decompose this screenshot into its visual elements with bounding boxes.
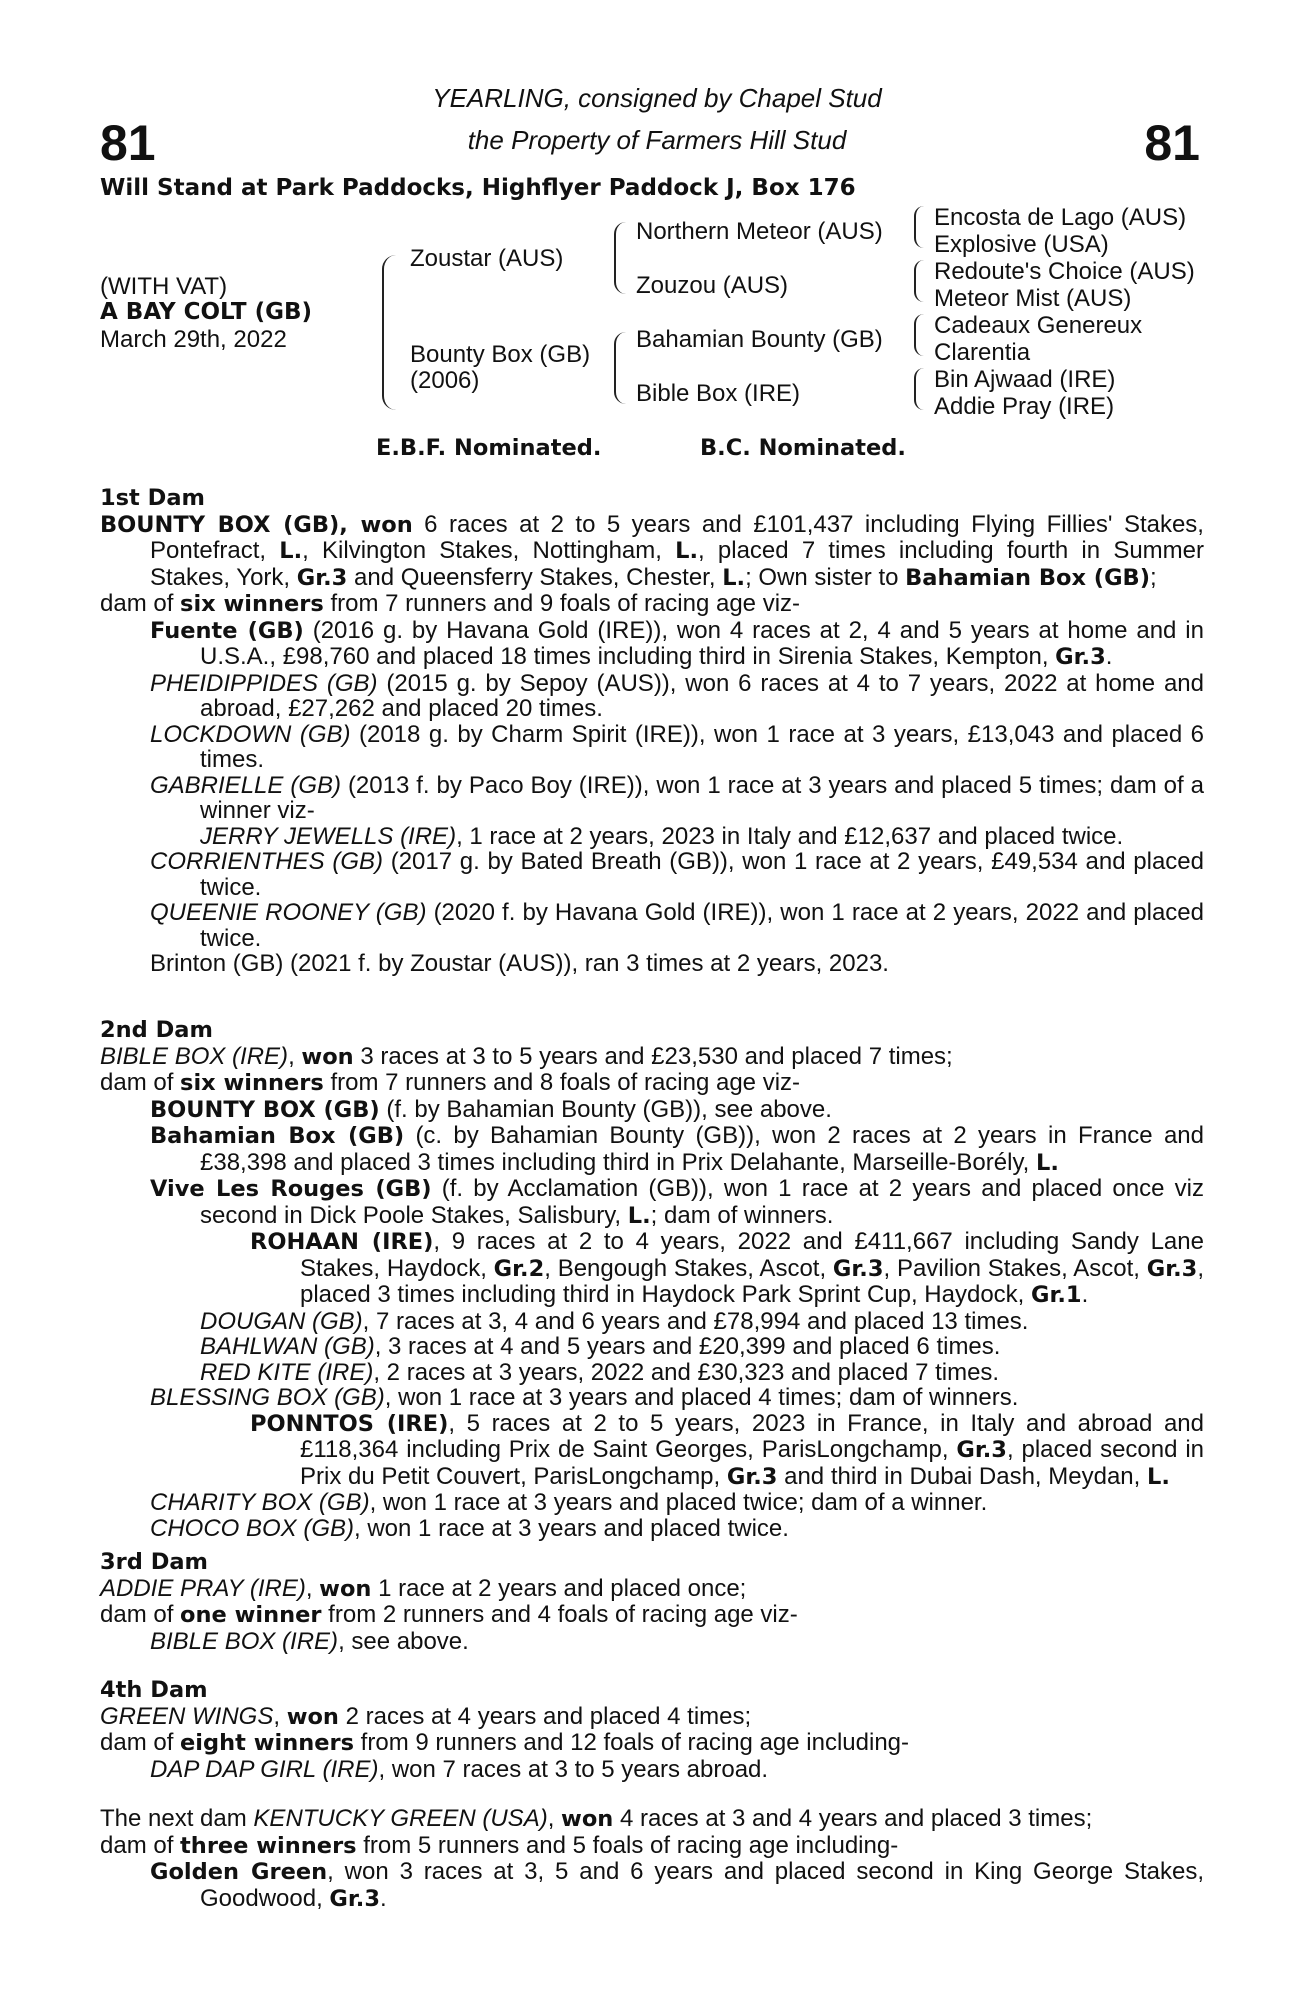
ebf-nomination: E.B.F. Nominated. (376, 435, 602, 461)
sire-dam: Zouzou (AUS) (636, 272, 789, 299)
sire: Zoustar (AUS) (410, 245, 564, 272)
lot-number-left: 81 (100, 115, 156, 171)
location-line: Will Stand at Park Paddocks, Highflyer Paddock J, Box 176 (100, 175, 856, 201)
produce-charity-box: CHARITY BOX (GB), won 1 race at 3 years and placed twice; dam of a winner. (150, 1489, 988, 1516)
produce-lockdown: LOCKDOWN (GB) (2018 g. by Charm Spirit (IRE)), won 1 race at 3 years, £13,043 and placed 6 times. (150, 720, 1204, 773)
foaling-date: March 29th, 2022 (100, 326, 287, 353)
produce-corrienthes: CORRIENTHES (GB) (2017 g. by Bated Breath (GB)), won 1 race at 2 years, £49,534 and placed twice. (150, 848, 1204, 901)
produce-bounty-box: BOUNTY BOX (GB) (f. by Bahamian Bounty (GB)), see above. (150, 1095, 832, 1123)
brace-g2 (914, 260, 924, 302)
produce-pheidippides: PHEIDIPPIDES (GB) (2015 g. by Sepoy (AUS)), won 6 races at 4 to 7 years, 2022 at home and abroad, £27,262 and placed 20 times. (150, 669, 1205, 722)
property-line: the Property of Farmers Hill Stud (467, 125, 847, 155)
produce-bahlwan: BAHLWAN (GB), 3 races at 4 and 5 years and £20,399 and placed 6 times. (200, 1333, 1001, 1360)
first-dam-record: BOUNTY BOX (GB), won 6 races at 2 to 5 years and £101,437 including Flying Fillies' Stakes, Pontefract, L., Kilvington Stakes, Nottingham, L., placed 7 times including fourth in Summer Stakes, York, Gr.3 and Queensferry Stakes, Chester, L.; Own sister to Bahamian Box (GB); (100, 510, 1204, 591)
first-dam-name: BOUNTY BOX (GB) (100, 511, 340, 538)
produce-ponntos: PONNTOS (IRE), 5 races at 2 to 5 years, 2023 in France, in Italy and abroad and £118,364 including Prix de Saint Georges, ParisLongchamp, Gr.3, placed second in Prix du Petit Couvert, ParisLongchamp, Gr.3 and third in Dubai Dash, Meydan, L. (250, 1409, 1205, 1490)
grandsire-3: Redoute's Choice (AUS) (934, 258, 1195, 285)
produce-choco-box: CHOCO BOX (GB), won 1 race at 3 years and placed twice. (150, 1514, 789, 1542)
dam-sire: Bahamian Bounty (GB) (636, 326, 883, 353)
produce-jerry-jewells: JERRY JEWELLS (IRE), 1 race at 2 years, 2023 in Italy and £12,637 and placed twice. (200, 822, 1124, 850)
first-dam-title: 1st Dam (100, 485, 205, 511)
grandsire-5: Cadeaux Genereux (934, 312, 1143, 339)
produce-vive-les-rouges: Vive Les Rouges (GB) (f. by Acclamation (GB)), won 1 race at 2 years and placed once viz second in Dick Poole Stakes, Salisbury, L.; dam of winners. (150, 1175, 1205, 1229)
produce-queenie-rooney: QUEENIE ROONEY (GB) (2020 f. by Havana Gold (IRE)), won 1 race at 2 years, 2022 and placed twice. (150, 899, 1205, 952)
produce-bible-box: BIBLE BOX (IRE), see above. (150, 1627, 469, 1655)
dam-year: (2006) (410, 367, 480, 394)
grandsire-4: Meteor Mist (AUS) (934, 285, 1132, 312)
grandsire-2: Explosive (USA) (934, 231, 1109, 258)
second-dam-title: 2nd Dam (100, 1017, 213, 1043)
third-dam-title: 3rd Dam (100, 1549, 208, 1575)
first-dam-produce-summary: dam of six winners from 7 runners and 9 foals of racing age viz- (100, 590, 801, 617)
fourth-dam-record: GREEN WINGS, won 2 races at 4 years and placed 4 times; (100, 1702, 752, 1730)
third-dam-section (100, 1550, 1204, 1654)
produce-blessing-box: BLESSING BOX (GB), won 1 race at 3 years and placed 4 times; dam of winners. (150, 1384, 1019, 1411)
grandsire-7: Bin Ajwaad (IRE) (934, 366, 1116, 393)
fourth-dam-section (100, 1678, 1204, 1782)
grandsire-8: Addie Pray (IRE) (934, 393, 1115, 420)
fourth-dam-produce-summary: dam of eight winners from 9 runners and 12 foals of racing age including- (100, 1729, 910, 1756)
third-dam-record: ADDIE PRAY (IRE), won 1 race at 2 years and placed once; (100, 1574, 747, 1602)
vat-note: (WITH VAT) (100, 273, 228, 300)
produce-gabrielle: GABRIELLE (GB) (2013 f. by Paco Boy (IRE)), won 1 race at 3 years and placed 5 times; dam of a winner viz- (150, 771, 1204, 824)
dam-dam: Bible Box (IRE) (636, 380, 801, 407)
next-dam-record: The next dam KENTUCKY GREEN (USA), won 4 races at 3 and 4 years and placed 3 times; (100, 1805, 1093, 1832)
third-dam-produce-summary: dam of one winner from 2 runners and 4 foals of racing age viz- (100, 1601, 798, 1628)
brace-g3 (914, 314, 924, 356)
horse-name: A BAY COLT (GB) (100, 299, 313, 325)
second-dam-record: BIBLE BOX (IRE), won 3 races at 3 to 5 years and £23,530 and placed 7 times; (100, 1042, 953, 1070)
produce-golden-green: Golden Green, won 3 races at 3, 5 and 6 years and placed second in King George Stakes, Goodwood, Gr.3. (150, 1858, 1204, 1912)
brace-g4 (914, 368, 924, 410)
main-brace (382, 255, 396, 410)
produce-brinton: Brinton (GB) (2021 f. by Zoustar (AUS)), ran 3 times at 2 years, 2023. (150, 950, 889, 977)
produce-dap-dap-girl: DAP DAP GIRL (IRE), won 7 races at 3 to 5 years abroad. (150, 1755, 769, 1783)
produce-bahamian-box: Bahamian Box (GB) (c. by Bahamian Bounty (GB)), won 2 races at 2 years in France and £38,398 and placed 3 times including third in Prix Delahante, Marseille-Borély, L. (150, 1122, 1204, 1176)
grandsire-1: Encosta de Lago (AUS) (934, 204, 1187, 231)
first-dam-section (100, 486, 1204, 977)
brace-g1 (914, 206, 924, 248)
sire-brace (614, 222, 626, 294)
grandsire-6: Clarentia (934, 339, 1031, 366)
sire-sire: Northern Meteor (AUS) (636, 218, 883, 245)
produce-rohaan: ROHAAN (IRE), 9 races at 2 to 4 years, 2022 and £411,667 including Sandy Lane Stakes, Haydock, Gr.2, Bengough Stakes, Ascot, Gr.3, Pavilion Stakes, Ascot, Gr.3, placed 3 times including third in Haydock Park Sprint Cup, Haydock, Gr.1. (250, 1228, 1205, 1308)
produce-red-kite: RED KITE (IRE), 2 races at 3 years, 2022 and £30,323 and placed 7 times. (200, 1358, 1000, 1386)
bc-nomination: B.C. Nominated. (700, 435, 906, 461)
second-dam-section (100, 1018, 1204, 1541)
consignment-line: YEARLING, consigned by Chapel Stud (432, 83, 882, 113)
dam: Bounty Box (GB) (410, 341, 591, 368)
produce-fuente: Fuente (GB) (2016 g. by Havana Gold (IRE)), won 4 races at 2, 4 and 5 years at home and in U.S.A., £98,760 and placed 18 times including third in Sirenia Stakes, Kempton, Gr.3. (150, 616, 1204, 670)
next-dam-produce-summary: dam of three winners from 5 runners and 5 foals of racing age including- (100, 1831, 899, 1859)
produce-dougan: DOUGAN (GB), 7 races at 3, 4 and 6 years and £78,994 and placed 13 times. (200, 1307, 1029, 1335)
lot-number-right: 81 (1144, 115, 1200, 171)
dam-brace (614, 332, 626, 404)
fourth-dam-title: 4th Dam (100, 1677, 208, 1703)
next-dam-section (100, 1806, 1204, 1912)
second-dam-produce-summary: dam of six winners from 7 runners and 8 foals of racing age viz- (100, 1069, 801, 1096)
